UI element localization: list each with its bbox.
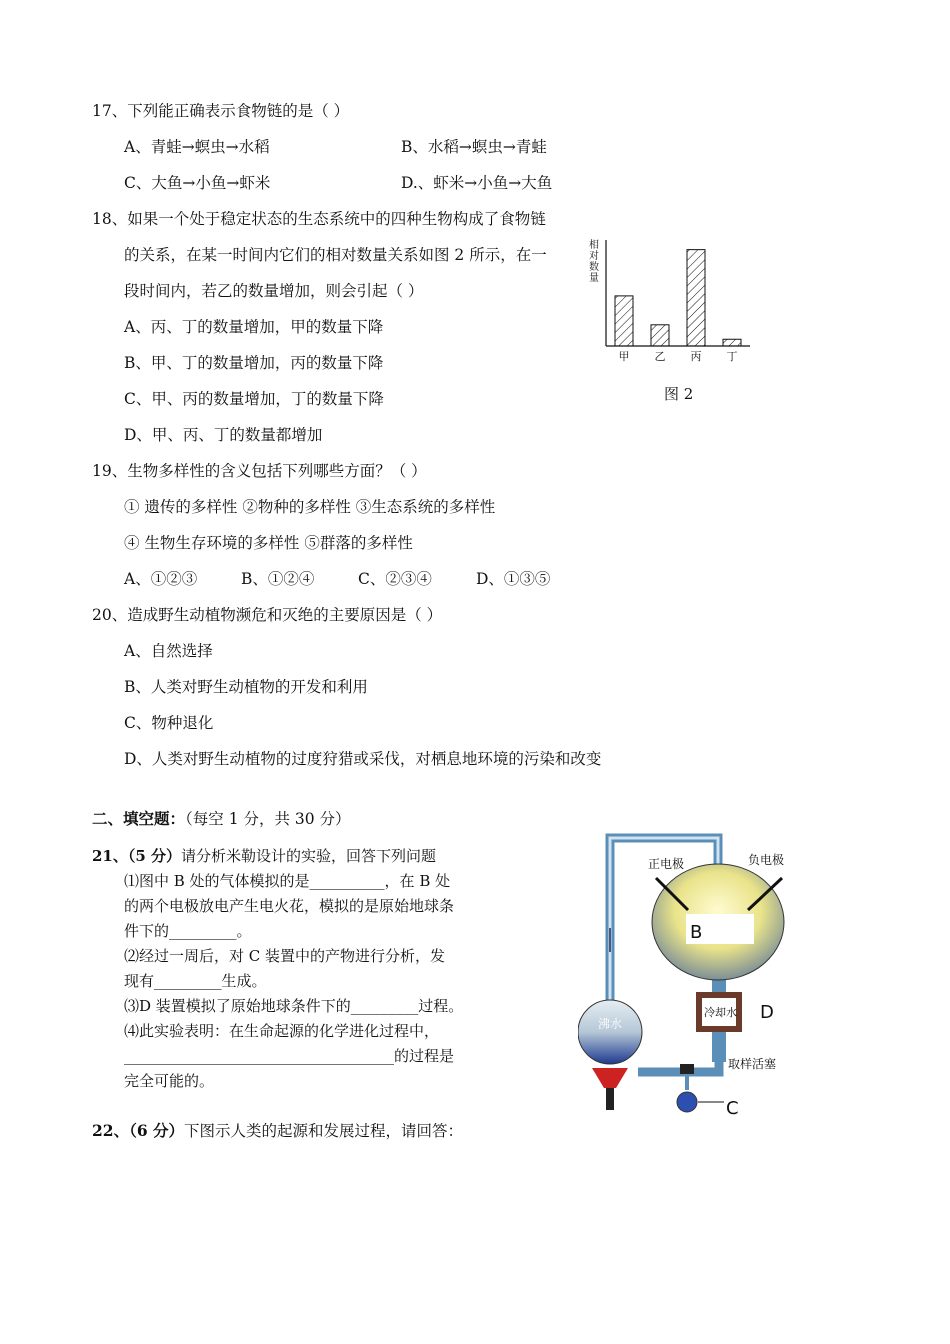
collector-flask — [677, 1092, 697, 1112]
section-2-note: （每空 1 分，共 30 分） — [185, 810, 351, 828]
q22-stem: 下图示人类的起源和发展过程，请回答： — [184, 1122, 464, 1140]
y-label-char-2: 数 — [589, 262, 599, 273]
y-label-char-3: 量 — [589, 273, 599, 284]
q20-stem: 20、造成野生动植物濒危和灭绝的主要原因是（ ） — [92, 606, 443, 624]
bar-3 — [723, 339, 741, 346]
q21-line3: 件下的_________。 — [124, 922, 252, 940]
q18-option-a: A、丙、丁的数量增加，甲的数量下降 — [124, 318, 384, 336]
q19-option-c: C、②③④ — [358, 570, 432, 588]
bar-1 — [651, 325, 669, 346]
stand — [606, 1088, 614, 1110]
figure-2-bar-chart — [588, 232, 758, 372]
q20-option-d: D、人类对野生动植物的过度狩猎或采伐，对栖息地环境的污染和改变 — [124, 750, 602, 768]
bar-2 — [687, 250, 705, 346]
q21-header — [92, 846, 436, 866]
q17-option-b: B、水稻→螟虫→青蛙 — [401, 138, 547, 156]
miller-experiment-diagram — [578, 832, 788, 1122]
q17-option-c: C、大鱼→小鱼→虾米 — [124, 174, 271, 192]
q18-stem-line1: 18、如果一个处于稳定状态的生态系统中的四种生物构成了食物链 — [92, 210, 546, 228]
boiling-water-label: 沸水 — [598, 1017, 623, 1031]
c-label: C — [726, 1098, 739, 1119]
chart-ylabel — [589, 238, 599, 284]
q21-line4: ⑵经过一周后，对 C 装置中的产物进行分析，发 — [124, 947, 446, 965]
q19-items-line1: ① 遗传的多样性 ②物种的多样性 ③生态系统的多样性 — [124, 498, 496, 516]
q19-items-line2: ④ 生物生存环境的多样性 ⑤群落的多样性 — [124, 534, 413, 552]
q21-line1: ⑴图中 B 处的气体模拟的是__________，在 B 处 — [124, 872, 451, 890]
q19-option-a: A、①②③ — [124, 570, 198, 588]
q21-line7: ⑷此实验表明：在生命起源的化学进化过程中， — [124, 1022, 440, 1040]
q21-line2: 的两个电极放电产生电火花，模拟的是原始地球条 — [124, 897, 455, 915]
section-2-heading — [92, 809, 351, 829]
q18-stem-line2: 的关系，在某一时间内它们的相对数量关系如图 2 所示，在一 — [124, 246, 547, 264]
q19-option-d: D、①③⑤ — [476, 570, 551, 588]
q17-option-d: D.、虾米→小鱼→大鱼 — [401, 174, 553, 192]
cooling-water-label: 冷却水 — [704, 1006, 737, 1019]
x-tick-label-2: 丙 — [690, 350, 702, 363]
y-label-char-0: 相 — [589, 240, 599, 251]
q18-stem-line3: 段时间内，若乙的数量增加，则会引起（ ） — [124, 282, 424, 300]
q22-header — [92, 1121, 463, 1141]
q21-line8: ____________________________________的过程是 — [124, 1047, 455, 1065]
negative-electrode-label: 负电极 — [748, 853, 785, 867]
q20-option-b: B、人类对野生动植物的开发和利用 — [124, 678, 368, 696]
x-tick-label-0: 甲 — [618, 350, 630, 363]
q21-line6: ⑶D 装置模拟了原始地球条件下的_________过程。 — [124, 997, 464, 1015]
q21-line5: 现有_________生成。 — [124, 972, 267, 990]
sampling-valve — [680, 1064, 694, 1074]
section-2-title: 二、填空题： — [92, 809, 186, 828]
x-tick-label-3: 丁 — [726, 350, 738, 363]
x-tick-label-1: 乙 — [654, 350, 666, 363]
q18-option-d: D、甲、丙、丁的数量都增加 — [124, 426, 323, 444]
positive-electrode-label: 正电极 — [648, 857, 685, 871]
figure-2-caption: 图 2 — [664, 385, 694, 403]
b-label: B — [690, 922, 703, 943]
heat-source — [592, 1068, 628, 1088]
y-label-char-1: 对 — [589, 251, 599, 262]
q21-number: 21、（5 分） — [92, 847, 182, 865]
q18-option-c: C、甲、丙的数量增加，丁的数量下降 — [124, 390, 384, 408]
q21-line9: 完全可能的。 — [124, 1072, 215, 1090]
q17-option-a: A、青蛙→螟虫→水稻 — [124, 138, 270, 156]
q19-option-b: B、①②④ — [241, 570, 315, 588]
q19-stem: 19、生物多样性的含义包括下列哪些方面？（ ） — [92, 462, 427, 480]
q21-stem: 请分析米勒设计的实验，回答下列问题 — [181, 847, 437, 865]
q20-option-c: C、物种退化 — [124, 714, 214, 732]
bar-0 — [615, 296, 633, 346]
lower-tube — [638, 1062, 719, 1072]
q18-option-b: B、甲、丁的数量增加，丙的数量下降 — [124, 354, 384, 372]
q22-number: 22、（6 分） — [92, 1121, 185, 1140]
q20-option-a: A、自然选择 — [124, 642, 213, 660]
q17-stem: 17、下列能正确表示食物链的是（ ） — [92, 102, 350, 120]
d-label: D — [760, 1002, 774, 1023]
sampling-valve-label: 取样活塞 — [728, 1057, 777, 1071]
lower-flask — [578, 1000, 642, 1064]
